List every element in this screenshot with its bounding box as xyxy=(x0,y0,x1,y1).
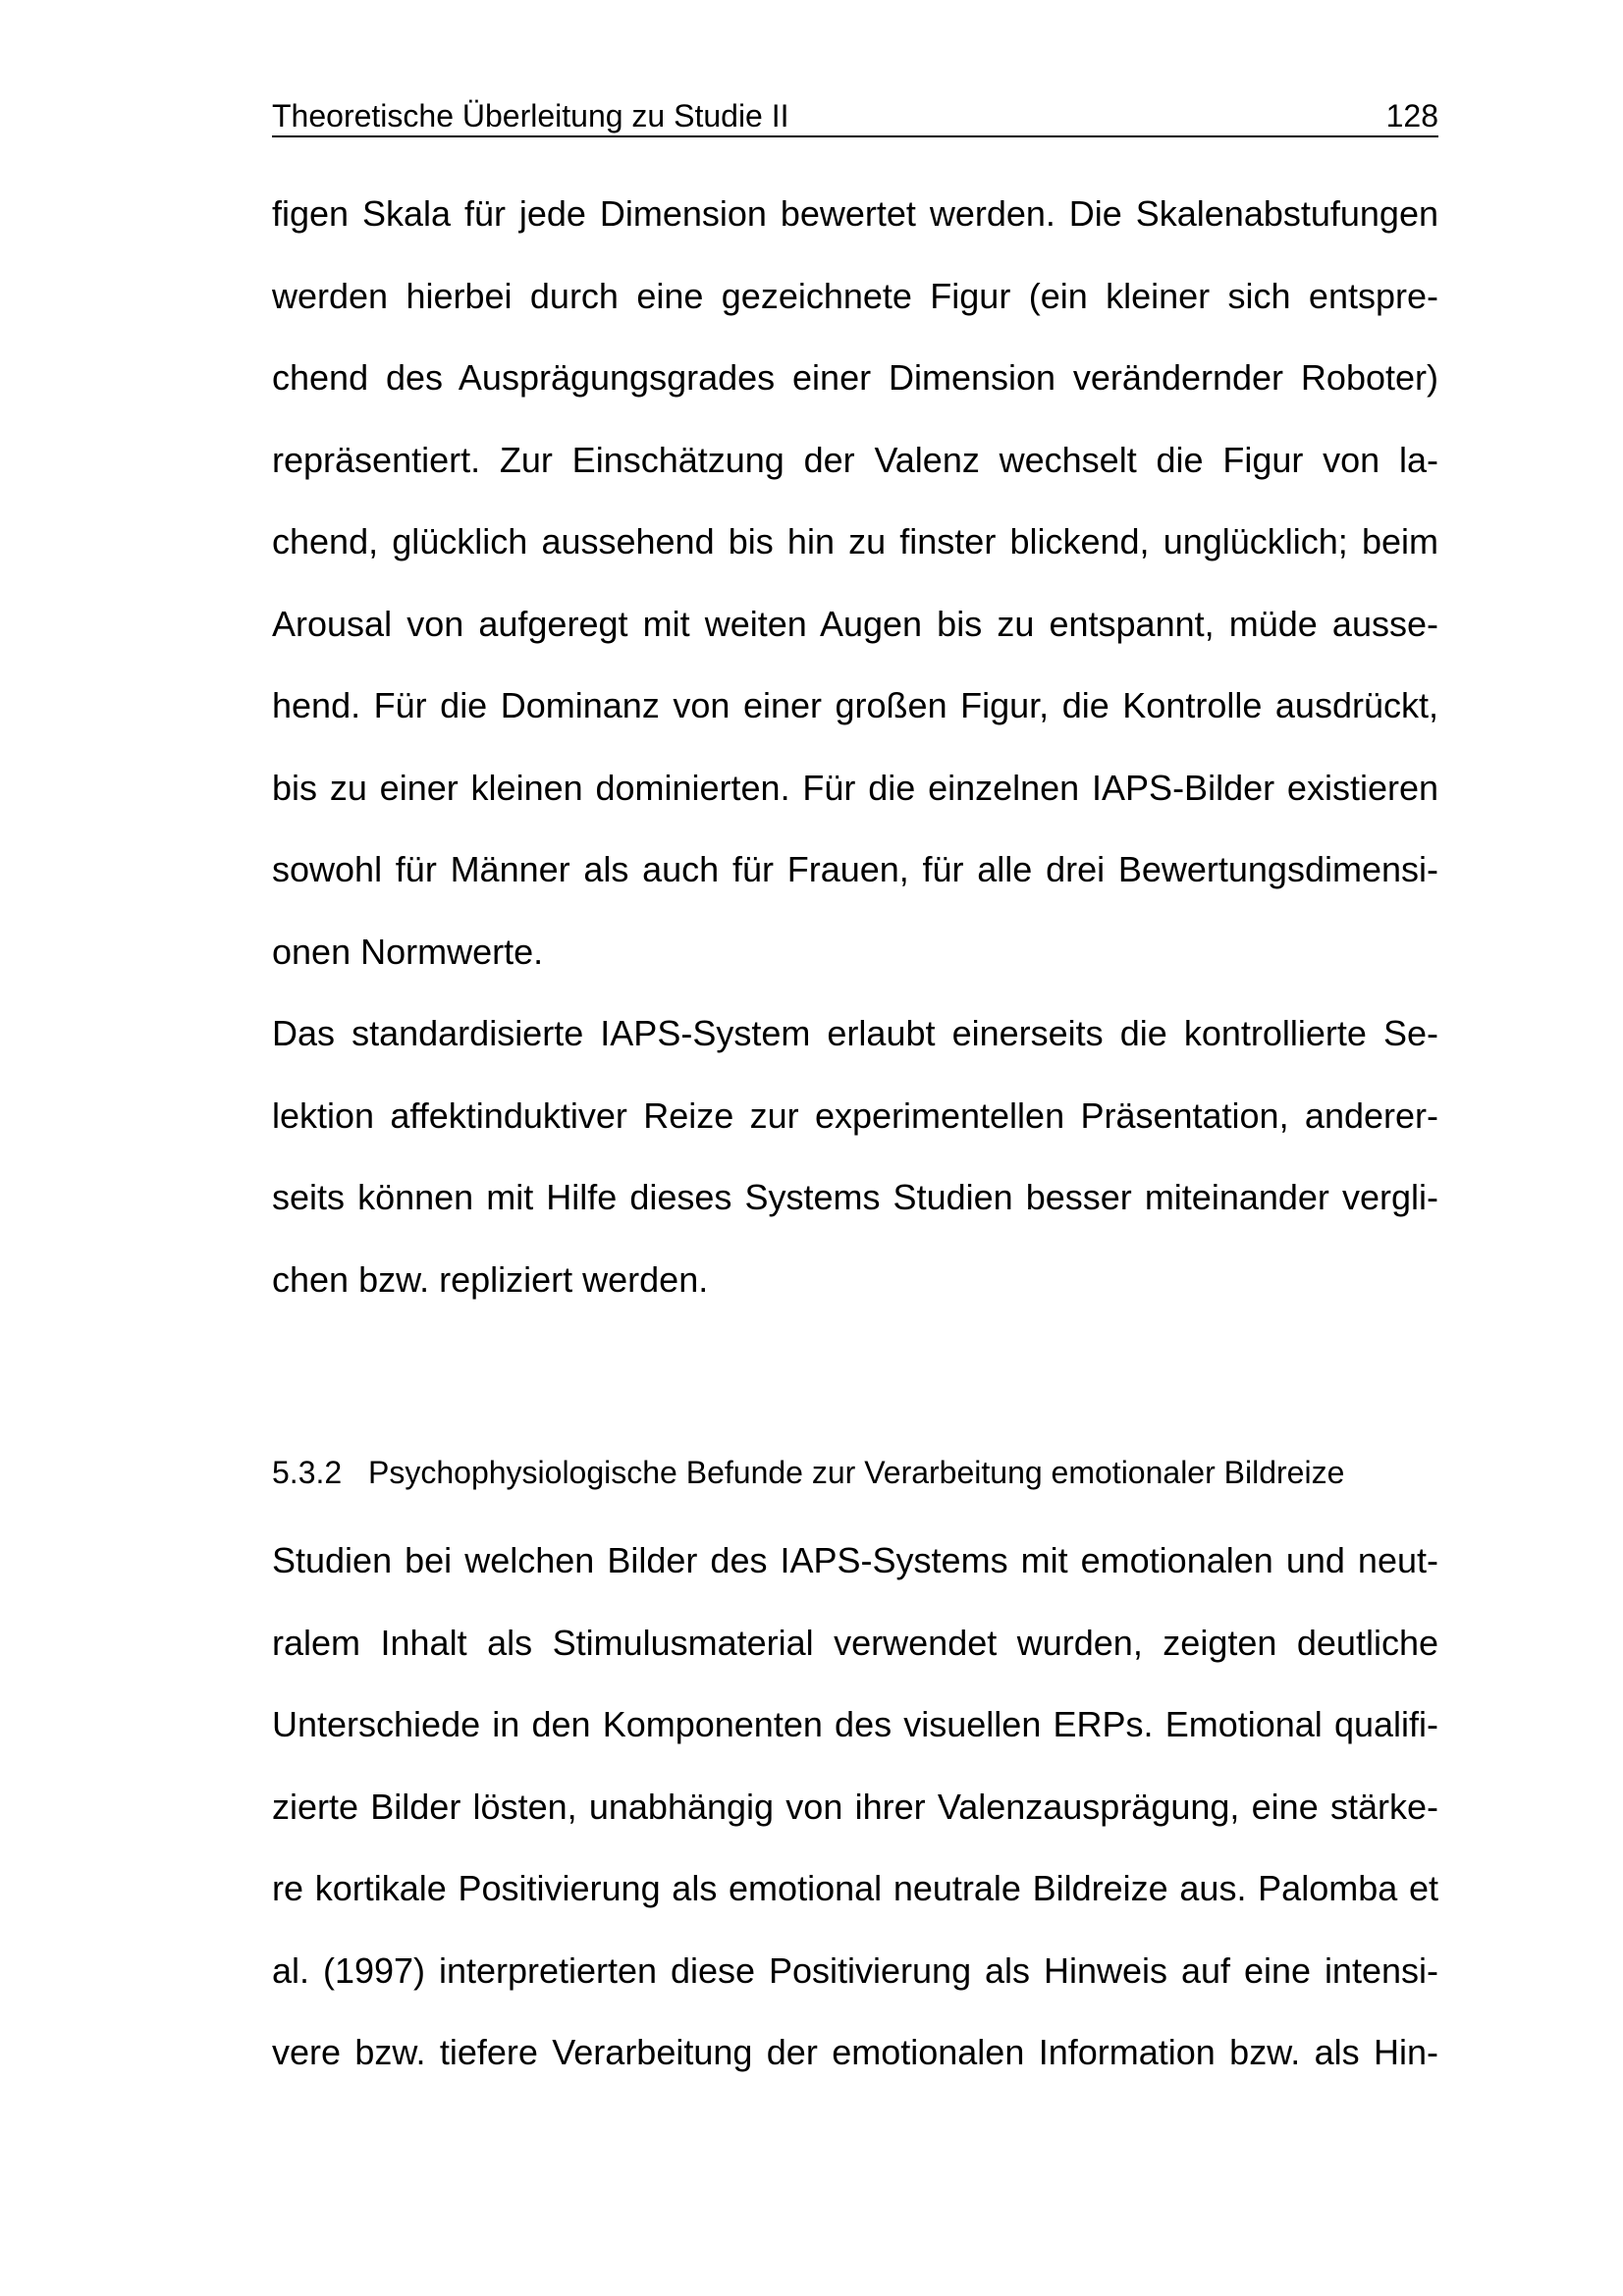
text-line: repräsentiert. Zur Einschätzung der Valenz wechselt die Figur von la- xyxy=(272,440,1438,480)
text-line: vere bzw. tiefere Verarbeitung der emotionalen Information bzw. als Hin- xyxy=(272,2032,1438,2072)
text-line: Studien bei welchen Bilder des IAPS-Systems mit emotionalen und neut- xyxy=(272,1540,1438,1580)
page-number: 128 xyxy=(1385,98,1438,133)
text-line: Das standardisierte IAPS-System erlaubt einerseits die kontrollierte Se- xyxy=(272,1013,1438,1053)
text-line: werden hierbei durch eine gezeichnete Figur (ein kleiner sich entspre- xyxy=(272,276,1438,316)
text-line: zierte Bilder lösten, unabhängig von ihrer Valenzausprägung, eine stärke- xyxy=(272,1787,1438,1827)
text-line: onen Normwerte. xyxy=(272,932,544,972)
text-line: bis zu einer kleinen dominierten. Für die einzelnen IAPS-Bilder existieren xyxy=(272,768,1438,808)
text-line: hend. Für die Dominanz von einer großen Figur, die Kontrolle ausdrückt, xyxy=(272,685,1438,725)
text-line: re kortikale Positivierung als emotional neutrale Bildreize aus. Palomba et xyxy=(272,1868,1438,1908)
section-number: 5.3.2 xyxy=(272,1455,343,1490)
text-line: al. (1997) interpretierten diese Positivierung als Hinweis auf eine intensi- xyxy=(272,1950,1438,1991)
section-title: Psychophysiologische Befunde zur Verarbeitung emotionaler Bildreize xyxy=(368,1455,1345,1490)
text-line: Unterschiede in den Komponenten des visuellen ERPs. Emotional qualifi- xyxy=(272,1704,1438,1744)
text-line: lektion affektinduktiver Reize zur experimentellen Präsentation, anderer- xyxy=(272,1095,1438,1136)
running-title: Theoretische Überleitung zu Studie II xyxy=(272,98,789,133)
text-line: ralem Inhalt als Stimulusmaterial verwendet wurden, zeigten deutliche xyxy=(272,1623,1438,1663)
section-heading xyxy=(272,1453,1438,1492)
text-line: seits können mit Hilfe dieses Systems Studien besser miteinander vergli- xyxy=(272,1177,1438,1217)
text-line: Arousal von aufgeregt mit weiten Augen bis zu entspannt, müde ausse- xyxy=(272,604,1438,644)
text-line: chen bzw. repliziert werden. xyxy=(272,1259,709,1300)
text-line: chend, glücklich aussehend bis hin zu finster blickend, unglücklich; beim xyxy=(272,521,1438,561)
page-header xyxy=(272,96,1438,137)
text-line: figen Skala für jede Dimension bewertet werden. Die Skalenabstufungen xyxy=(272,193,1438,234)
text-line: chend des Ausprägungsgrades einer Dimension verändernder Roboter) xyxy=(272,357,1438,398)
text-line: sowohl für Männer als auch für Frauen, für alle drei Bewertungsdimensi- xyxy=(272,849,1438,889)
